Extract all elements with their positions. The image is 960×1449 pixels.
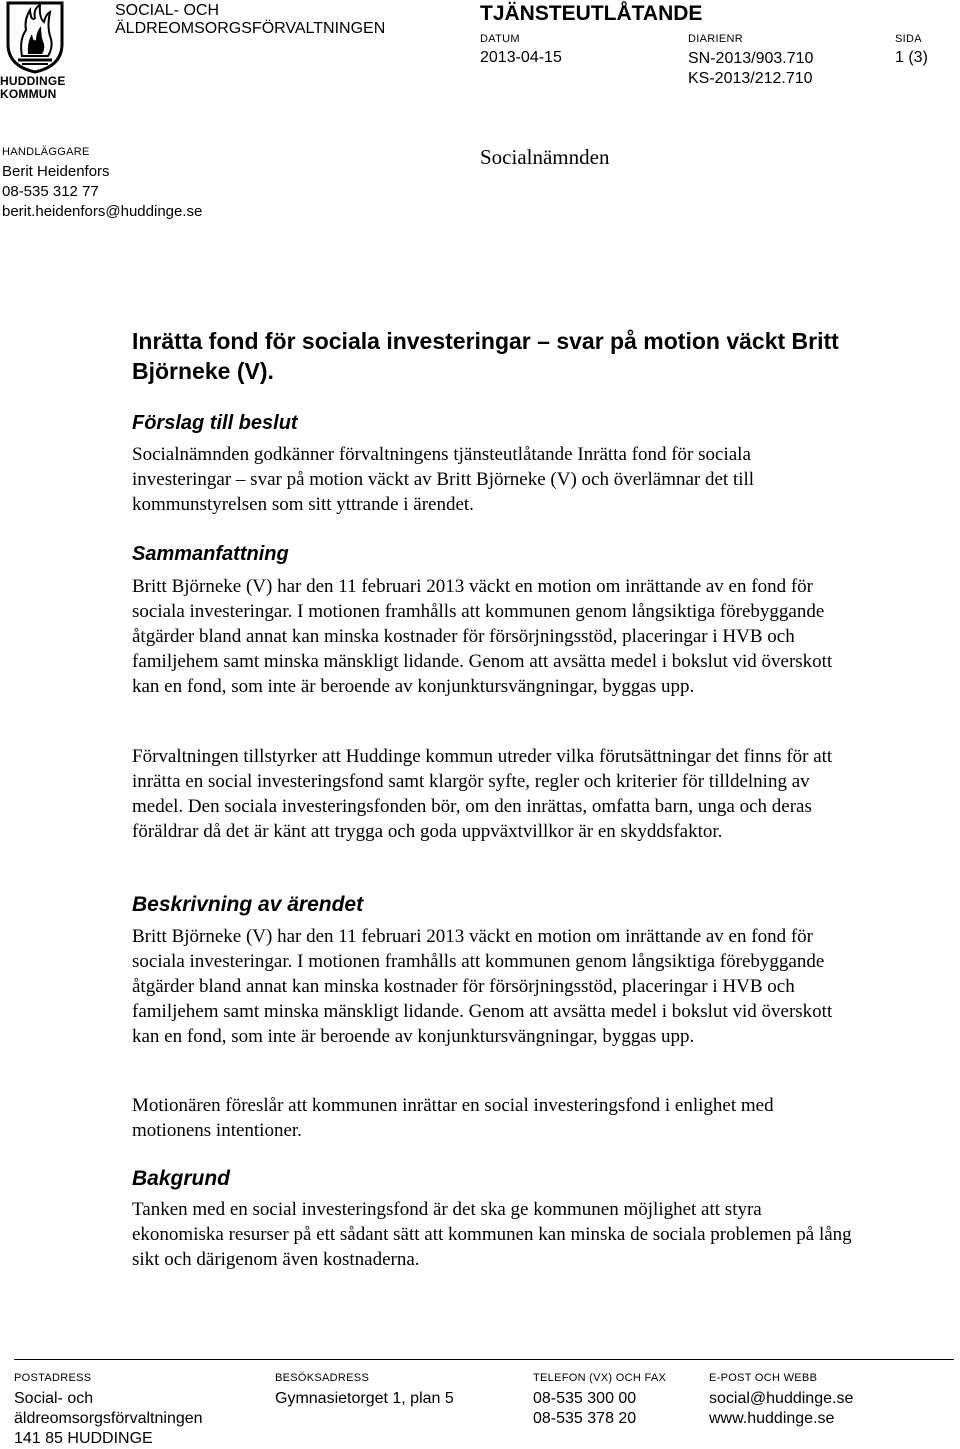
flame-crest-icon bbox=[0, 0, 70, 74]
summary-paragraph-1: Britt Björneke (V) har den 11 februari 2013 väckt en motion om inrättande av en fond för sociala investeringar. I motionen framhålls att kommunen genom långsiktiga förebyggande åtgärder bland annat kan minska kostnader för försörjningsstöd, placeringar i HVB och familjehem samt minska mänskligt lidande. Genom att avsätta medel i bokslut vid överskott kan en fond, som inte är beroende av konjunktursvängningar, byggas upp. bbox=[132, 576, 833, 697]
handler-label: HANDLÄGGARE bbox=[2, 146, 90, 158]
heading-background: Bakgrund bbox=[132, 1167, 231, 1190]
summary-paragraph-2: Förvaltningen tillstyrker att Huddinge kommun utreder vilka förutsättningar det finns för att inrätta en social investeringsfond samt klargör syfte, regler och kriterier för tilldelning av medel. Den sociala investeringsfonden bör, om den inrättas, omfatta barn, unga och deras föräldrar då det är känt att trygga och goda uppväxtvillkor är en skyddsfaktor. bbox=[132, 746, 833, 842]
handler-phone: 08-535 312 77 bbox=[2, 183, 99, 200]
footer-fax-number: 08-535 378 20 bbox=[533, 1410, 637, 1427]
document-title: Inrätta fond för sociala investeringar – svar på motion väckt Britt Björneke (V). bbox=[132, 328, 839, 384]
org-name-line-1: SOCIAL- OCH bbox=[115, 2, 220, 19]
date-value: 2013-04-15 bbox=[480, 49, 562, 66]
footer-email-link[interactable]: social@huddinge.se bbox=[709, 1390, 854, 1407]
diary-numbers bbox=[688, 49, 813, 89]
diary-number-label: DIARIENR bbox=[688, 33, 743, 45]
footer-visit-label: BESÖKSADRESS bbox=[275, 1372, 370, 1384]
handler-name: Berit Heidenfors bbox=[2, 163, 110, 180]
handler-block bbox=[2, 142, 202, 222]
document-type: TJÄNSTEUTLÅTANDE bbox=[480, 2, 703, 25]
heading-description: Beskrivning av ärendet bbox=[132, 893, 364, 916]
footer-email-web bbox=[709, 1368, 853, 1429]
background-paragraph: Tanken med en social investeringsfond är det ska ge kommunen möjlighet att styra ekonomiska resurser på ett sådant sätt att kommunen kan minska de sociala problemen på lång sikt och därigenom även kostnaderna. bbox=[132, 1199, 852, 1270]
proposal-paragraph: Socialnämnden godkänner förvaltningens tjänsteutlåtande Inrätta fond för sociala investeringar – svar på motion väckt av Britt Björneke (V) och överlämnar det till kommunstyrelsen som sitt yttrande i ärendet. bbox=[132, 444, 755, 515]
footer-web-label: E-POST OCH WEBB bbox=[709, 1372, 818, 1384]
huddinge-logo bbox=[0, 0, 70, 104]
heading-summary: Sammanfattning bbox=[132, 543, 289, 565]
footer-postal-line-1: Social- och bbox=[14, 1390, 94, 1407]
footer-postal-address bbox=[14, 1368, 203, 1449]
description-paragraph-2: Motionären föreslår att kommunen inrättar en social investeringsfond i enlighet med motionens intentioner. bbox=[132, 1095, 774, 1141]
handler-email: berit.heidenfors@huddinge.se bbox=[2, 203, 203, 220]
footer-postal-line-2: äldreomsorgsförvaltningen bbox=[14, 1410, 203, 1427]
recipient: Socialnämnden bbox=[480, 145, 610, 169]
heading-proposal: Förslag till beslut bbox=[132, 412, 298, 434]
org-name-line-2: ÄLDREOMSORGSFÖRVALTNINGEN bbox=[115, 20, 386, 37]
footer-postal-line-3: 141 85 HUDDINGE bbox=[14, 1430, 153, 1447]
description-paragraph-1: Britt Björneke (V) har den 11 februari 2013 väckt en motion om inrättande av en fond för sociala investeringar. I motionen framhålls att kommunen genom långsiktiga förebyggande åtgärder bland annat kan minska kostnader för försörjningsstöd, placeringar i HVB och familjehem samt minska mänskligt lidande. Genom att avsätta medel i bokslut vid överskott kan en fond, som inte är beroende av konjunktursvängningar, byggas upp. bbox=[132, 926, 833, 1047]
footer-visit-line-1: Gymnasietorget 1, plan 5 bbox=[275, 1390, 454, 1407]
page-number: 1 (3) bbox=[895, 49, 928, 66]
logo-line-1: HUDDINGE bbox=[0, 74, 66, 88]
footer-phone-label: TELEFON (VX) OCH FAX bbox=[533, 1372, 667, 1384]
diary-number-ks: KS-2013/212.710 bbox=[688, 70, 813, 87]
organisation-name bbox=[115, 2, 385, 38]
footer-postal-label: POSTADRESS bbox=[14, 1372, 92, 1384]
footer-phone-number: 08-535 300 00 bbox=[533, 1390, 637, 1407]
footer-website-link[interactable]: www.huddinge.se bbox=[709, 1410, 835, 1427]
logo-line-2: KOMMUN bbox=[0, 87, 57, 101]
date-label: DATUM bbox=[480, 33, 520, 45]
logo-text bbox=[0, 75, 70, 101]
footer-divider bbox=[14, 1359, 954, 1360]
footer-visit-address bbox=[275, 1368, 454, 1409]
page-label: SIDA bbox=[895, 33, 922, 45]
diary-number-sn: SN-2013/903.710 bbox=[688, 50, 814, 67]
footer-phone-fax bbox=[533, 1368, 666, 1429]
